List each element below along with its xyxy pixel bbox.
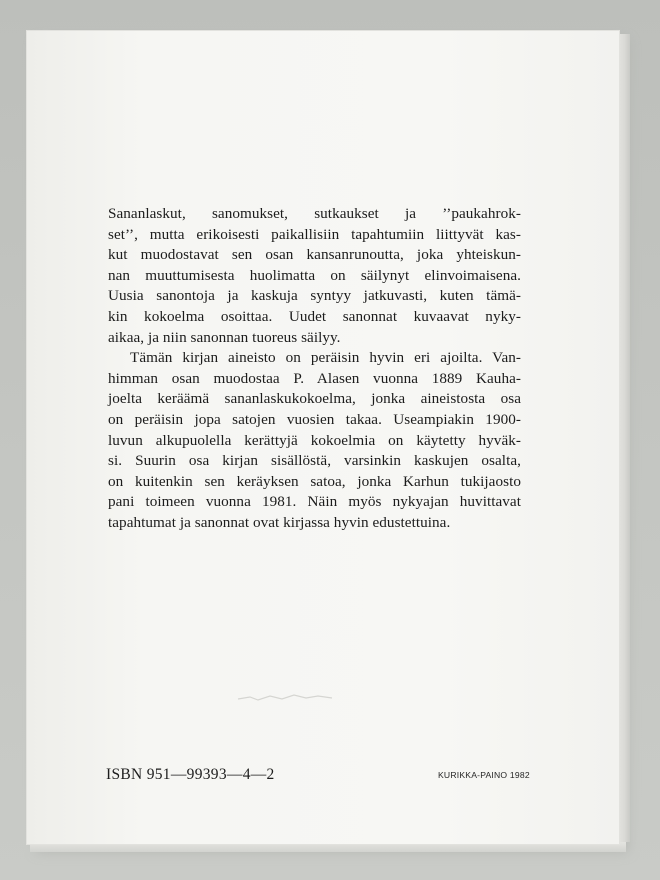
blurb-line: pani toimeen vuonna 1981. Näin myös nykyajan huvittavat <box>108 493 521 511</box>
blurb-line: nan muuttumisesta huolimatta on säilynyt elinvoimaisena. <box>108 266 521 284</box>
blurb-line: on peräisin jopa satojen vuosien takaa. Useampiakin 1900- <box>108 410 521 428</box>
blurb-line: Tämän kirjan aineisto on peräisin hyvin eri ajoilta. Van- <box>130 349 521 367</box>
blurb-line: kut muodostavat sen osan kansanrunoutta, joka yhteiskun- <box>108 246 521 264</box>
blurb-line: Sananlaskut, sanomukset, sutkaukset ja ’’paukahrok- <box>108 205 521 222</box>
printer-imprint: KURIKKA-PAINO 1982 <box>438 770 530 780</box>
blurb-line: set’’, mutta erikoisesti paikallisiin tapahtumiin liittyvät kas- <box>108 225 521 243</box>
isbn-number: ISBN 951—99393—4—2 <box>106 766 275 783</box>
blurb-line: luvun alkupuolella kerättyjä kokoelmia on käytetty hyväk- <box>108 431 521 449</box>
blurb-line: kin kokoelma osoittaa. Uudet sanonnat kuvaavat nyky- <box>108 307 521 325</box>
blurb-paragraph-1 <box>108 204 521 348</box>
blurb-line: Uusia sanontoja ja kaskuja syntyy jatkuvasti, kuten tämä- <box>108 287 521 305</box>
blurb-line: himman osan muodostaa P. Alasen vuonna 1889 Kauha- <box>108 369 521 387</box>
blurb-line: si. Suurin osa kirjan sisällöstä, varsinkin kaskujen osalta, <box>108 452 521 470</box>
blurb-line: on kuitenkin sen keräyksen satoa, jonka Karhun tukijaosto <box>108 472 521 490</box>
blurb-line: tapahtumat ja sanonnat ovat kirjassa hyvin edustettuina. <box>108 513 451 531</box>
blurb-line: aikaa, ja niin sanonnan tuoreus säilyy. <box>108 328 341 346</box>
blurb-line: joelta keräämä sananlaskukokoelma, jonka aineistosta osa <box>108 390 521 408</box>
blurb-paragraph-2 <box>108 348 521 533</box>
back-cover-blurb <box>108 204 521 534</box>
faint-show-through-mark <box>236 689 334 705</box>
